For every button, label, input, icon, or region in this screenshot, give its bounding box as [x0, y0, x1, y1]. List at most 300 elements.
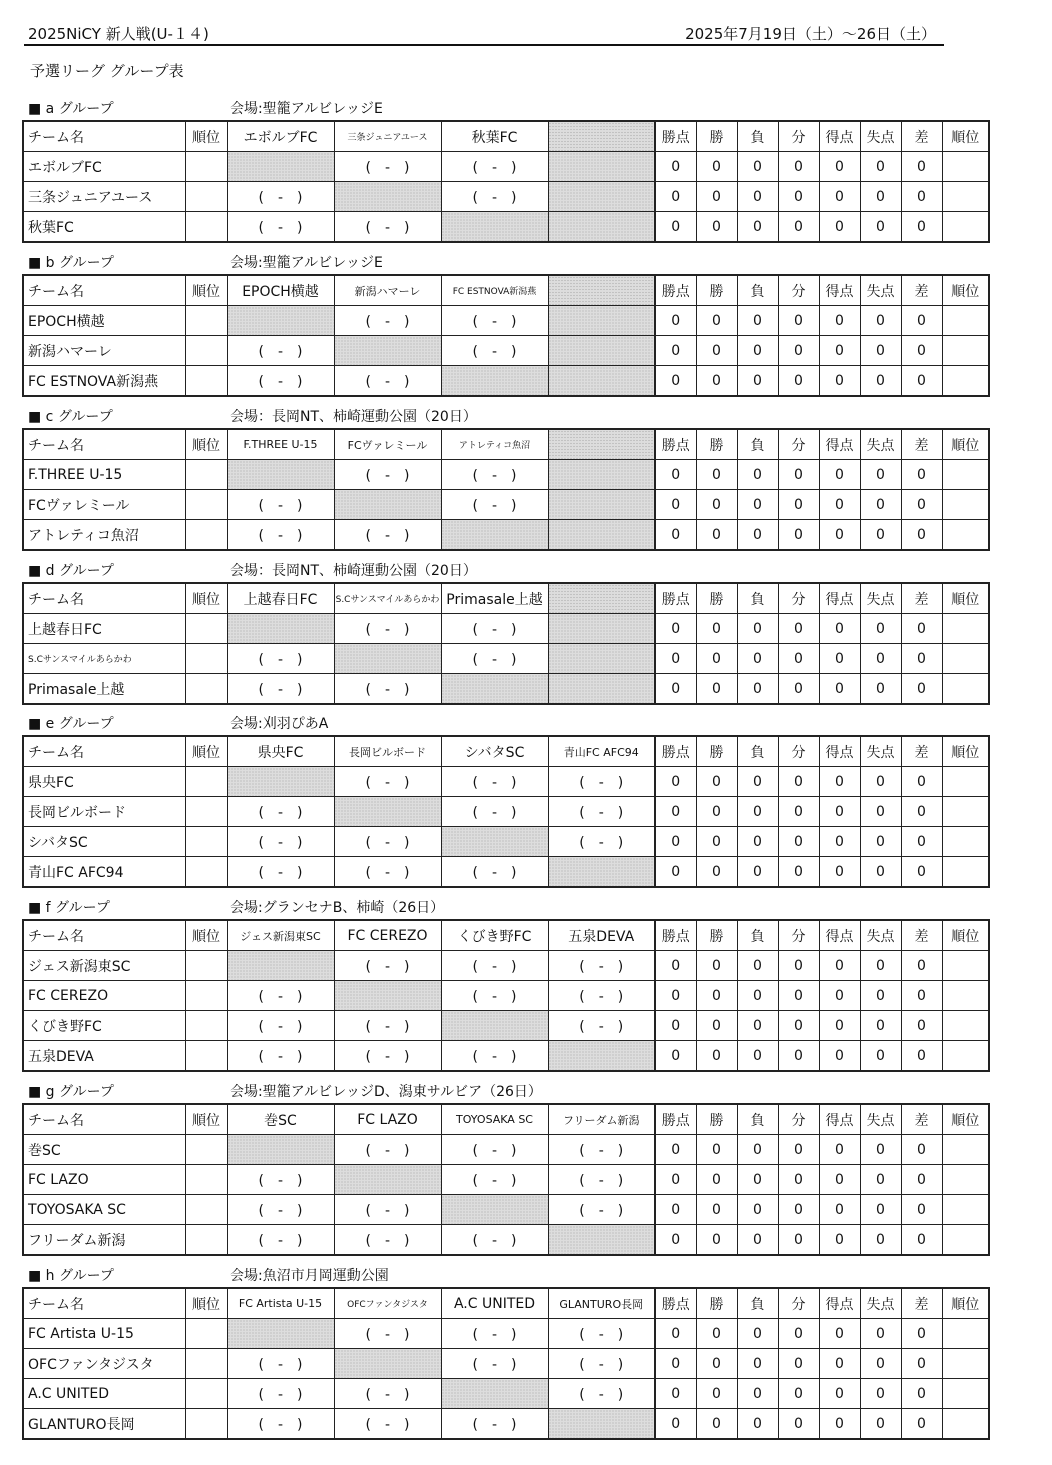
win-cell: 0 [696, 182, 737, 212]
opponent-header: S.Cサンスマイルあらかわ [334, 583, 441, 614]
match-score-cell[interactable]: ( - ) [441, 857, 548, 888]
team-name: F.THREE U-15 [23, 460, 185, 490]
draw-cell: 0 [778, 1195, 819, 1225]
final-rank-cell[interactable] [942, 520, 989, 551]
rank-cell[interactable] [185, 827, 227, 857]
match-score-cell[interactable]: ( - ) [548, 1319, 655, 1349]
match-score-cell[interactable]: ( - ) [227, 1225, 334, 1256]
match-score-cell[interactable]: ( - ) [227, 1409, 334, 1440]
opponent-header: 青山FC AFC94 [548, 736, 655, 767]
goals-for-cell: 0 [819, 1379, 860, 1409]
final-rank-cell[interactable] [942, 1135, 989, 1165]
match-score-cell[interactable]: ( - ) [548, 1011, 655, 1041]
match-score-cell[interactable]: ( - ) [548, 767, 655, 797]
team-name: 県央FC [23, 767, 185, 797]
rank-cell[interactable] [185, 366, 227, 397]
team-name: くびき野FC [23, 1011, 185, 1041]
match-score-cell[interactable]: ( - ) [441, 182, 548, 212]
loss-cell: 0 [737, 1409, 778, 1440]
goals-against-header: 失点 [860, 583, 901, 614]
match-score-cell[interactable]: ( - ) [548, 981, 655, 1011]
opponent-header: 巻SC [227, 1104, 334, 1135]
final-rank-cell[interactable] [942, 366, 989, 397]
final-rank-cell[interactable] [942, 614, 989, 644]
points-cell: 0 [655, 644, 696, 674]
match-score-cell[interactable]: ( - ) [334, 1225, 441, 1256]
blank-header-cell [548, 429, 655, 460]
blank-cell [334, 981, 441, 1011]
rank-cell[interactable] [185, 797, 227, 827]
blank-cell [334, 1349, 441, 1379]
goals-for-cell: 0 [819, 1011, 860, 1041]
final-rank-cell[interactable] [942, 827, 989, 857]
match-score-cell[interactable]: ( - ) [548, 1165, 655, 1195]
match-score-cell[interactable]: ( - ) [441, 981, 548, 1011]
rank-cell[interactable] [185, 767, 227, 797]
match-score-cell[interactable]: ( - ) [227, 827, 334, 857]
win-cell: 0 [696, 981, 737, 1011]
blank-cell [441, 520, 548, 551]
final-rank-cell[interactable] [942, 182, 989, 212]
loss-cell: 0 [737, 951, 778, 981]
opponent-header: エボルブFC [227, 121, 334, 152]
diff-cell: 0 [901, 674, 942, 705]
diff-cell: 0 [901, 1135, 942, 1165]
win-cell: 0 [696, 951, 737, 981]
goals-for-cell: 0 [819, 1349, 860, 1379]
match-score-cell[interactable]: ( - ) [334, 1195, 441, 1225]
match-score-cell[interactable]: ( - ) [227, 1165, 334, 1195]
match-score-cell[interactable]: ( - ) [227, 674, 334, 705]
final-rank-header: 順位 [942, 1104, 989, 1135]
match-score-cell[interactable]: ( - ) [441, 1165, 548, 1195]
draw-cell: 0 [778, 460, 819, 490]
win-header: 勝 [696, 920, 737, 951]
draw-cell: 0 [778, 614, 819, 644]
final-rank-cell[interactable] [942, 674, 989, 705]
win-header: 勝 [696, 121, 737, 152]
team-name: 巻SC [23, 1135, 185, 1165]
match-score-cell[interactable]: ( - ) [227, 644, 334, 674]
match-score-cell[interactable]: ( - ) [334, 857, 441, 888]
match-score-cell[interactable]: ( - ) [227, 366, 334, 397]
match-score-cell[interactable]: ( - ) [334, 1041, 441, 1072]
final-rank-cell[interactable] [942, 1319, 989, 1349]
match-score-cell[interactable]: ( - ) [227, 520, 334, 551]
points-cell: 0 [655, 827, 696, 857]
loss-cell: 0 [737, 1041, 778, 1072]
points-header: 勝点 [655, 121, 696, 152]
points-header: 勝点 [655, 1288, 696, 1319]
diff-cell: 0 [901, 1225, 942, 1256]
table-header-row [23, 1104, 989, 1135]
goals-for-cell: 0 [819, 614, 860, 644]
blank-cell [548, 460, 655, 490]
match-score-cell[interactable]: ( - ) [548, 827, 655, 857]
match-score-cell[interactable]: ( - ) [334, 1135, 441, 1165]
team-name: A.C UNITED [23, 1379, 185, 1409]
group-section [22, 560, 988, 705]
win-cell: 0 [696, 520, 737, 551]
draw-cell: 0 [778, 857, 819, 888]
loss-header: 負 [737, 275, 778, 306]
goals-for-cell: 0 [819, 827, 860, 857]
table-header-row [23, 429, 989, 460]
match-score-cell[interactable]: ( - ) [227, 1379, 334, 1409]
group-title-row [22, 98, 988, 120]
match-score-cell[interactable]: ( - ) [227, 981, 334, 1011]
goals-against-cell: 0 [860, 674, 901, 705]
match-score-cell[interactable]: ( - ) [334, 1409, 441, 1440]
match-score-cell[interactable]: ( - ) [227, 857, 334, 888]
points-cell: 0 [655, 1379, 696, 1409]
match-score-cell[interactable]: ( - ) [441, 336, 548, 366]
group-title-row [22, 1265, 988, 1287]
diff-cell: 0 [901, 857, 942, 888]
diff-header: 差 [901, 429, 942, 460]
match-score-cell[interactable]: ( - ) [334, 767, 441, 797]
rank-cell[interactable] [185, 306, 227, 336]
group-venue: 会場:グランセナB、柿崎（26日） [230, 900, 445, 916]
final-rank-cell[interactable] [942, 951, 989, 981]
match-score-cell[interactable]: ( - ) [227, 1041, 334, 1072]
win-cell: 0 [696, 306, 737, 336]
match-score-cell[interactable]: ( - ) [227, 490, 334, 520]
rank-cell[interactable] [185, 951, 227, 981]
rank-header: 順位 [185, 275, 227, 306]
win-cell: 0 [696, 490, 737, 520]
match-score-cell[interactable]: ( - ) [441, 152, 548, 182]
final-rank-header: 順位 [942, 736, 989, 767]
goals-for-cell: 0 [819, 1225, 860, 1256]
diff-cell: 0 [901, 212, 942, 243]
draw-cell: 0 [778, 520, 819, 551]
opponent-header: アトレティコ魚沼 [441, 429, 548, 460]
points-cell: 0 [655, 520, 696, 551]
match-score-cell[interactable]: ( - ) [334, 1379, 441, 1409]
match-score-cell[interactable]: ( - ) [548, 1135, 655, 1165]
final-rank-cell[interactable] [942, 1165, 989, 1195]
rank-cell[interactable] [185, 520, 227, 551]
final-rank-cell[interactable] [942, 1379, 989, 1409]
win-cell: 0 [696, 767, 737, 797]
goals-for-header: 得点 [819, 1288, 860, 1319]
loss-cell: 0 [737, 767, 778, 797]
draw-cell: 0 [778, 1135, 819, 1165]
match-score-cell[interactable]: ( - ) [334, 674, 441, 705]
match-score-cell[interactable]: ( - ) [227, 1195, 334, 1225]
blank-cell [548, 336, 655, 366]
final-rank-cell[interactable] [942, 212, 989, 243]
rank-cell[interactable] [185, 981, 227, 1011]
team-name-header: チーム名 [23, 920, 185, 951]
opponent-header: フリーダム新潟 [548, 1104, 655, 1135]
team-name: 青山FC AFC94 [23, 857, 185, 888]
goals-for-cell: 0 [819, 520, 860, 551]
blank-cell [548, 1225, 655, 1256]
goals-for-header: 得点 [819, 275, 860, 306]
rank-cell[interactable] [185, 614, 227, 644]
blank-cell [441, 366, 548, 397]
match-score-cell[interactable]: ( - ) [441, 951, 548, 981]
goals-against-cell: 0 [860, 520, 901, 551]
match-score-cell[interactable]: ( - ) [334, 951, 441, 981]
blank-cell [227, 767, 334, 797]
points-cell: 0 [655, 1135, 696, 1165]
goals-against-cell: 0 [860, 1319, 901, 1349]
table-row [23, 951, 989, 981]
team-name: FC ESTNOVA新潟燕 [23, 366, 185, 397]
match-score-cell[interactable]: ( - ) [441, 767, 548, 797]
blank-cell [548, 644, 655, 674]
team-name: 五泉DEVA [23, 1041, 185, 1072]
match-score-cell[interactable]: ( - ) [441, 797, 548, 827]
match-score-cell[interactable]: ( - ) [334, 1319, 441, 1349]
match-score-cell[interactable]: ( - ) [227, 1349, 334, 1379]
win-cell: 0 [696, 1379, 737, 1409]
goals-against-cell: 0 [860, 981, 901, 1011]
blank-cell [227, 460, 334, 490]
match-score-cell[interactable]: ( - ) [227, 212, 334, 243]
goals-for-cell: 0 [819, 336, 860, 366]
table-row [23, 336, 989, 366]
match-score-cell[interactable]: ( - ) [441, 1319, 548, 1349]
match-score-cell[interactable]: ( - ) [548, 1195, 655, 1225]
match-score-cell[interactable]: ( - ) [334, 212, 441, 243]
rank-cell[interactable] [185, 1041, 227, 1072]
match-score-cell[interactable]: ( - ) [548, 951, 655, 981]
match-score-cell[interactable]: ( - ) [334, 152, 441, 182]
goals-for-cell: 0 [819, 1409, 860, 1440]
group-venue: 会場:刈羽ぴあA [230, 716, 329, 732]
draw-cell: 0 [778, 1225, 819, 1256]
final-rank-cell[interactable] [942, 306, 989, 336]
goals-against-header: 失点 [860, 920, 901, 951]
rank-cell[interactable] [185, 674, 227, 705]
final-rank-cell[interactable] [942, 1409, 989, 1440]
loss-cell: 0 [737, 674, 778, 705]
diff-cell: 0 [901, 1041, 942, 1072]
rank-cell[interactable] [185, 1379, 227, 1409]
match-score-cell[interactable]: ( - ) [227, 182, 334, 212]
table-header-row [23, 121, 989, 152]
rank-cell[interactable] [185, 1195, 227, 1225]
table-row [23, 797, 989, 827]
win-header: 勝 [696, 275, 737, 306]
goals-against-cell: 0 [860, 1135, 901, 1165]
goals-against-cell: 0 [860, 1011, 901, 1041]
rank-cell[interactable] [185, 1135, 227, 1165]
blank-cell [441, 1379, 548, 1409]
rank-cell[interactable] [185, 644, 227, 674]
match-score-cell[interactable]: ( - ) [548, 1379, 655, 1409]
opponent-header: 上越春日FC [227, 583, 334, 614]
loss-cell: 0 [737, 644, 778, 674]
diff-header: 差 [901, 736, 942, 767]
match-score-cell[interactable]: ( - ) [334, 1011, 441, 1041]
match-score-cell[interactable]: ( - ) [441, 614, 548, 644]
final-rank-cell[interactable] [942, 767, 989, 797]
team-name: 秋葉FC [23, 212, 185, 243]
rank-cell[interactable] [185, 182, 227, 212]
team-name: 三条ジュニアユース [23, 182, 185, 212]
loss-cell: 0 [737, 152, 778, 182]
match-score-cell[interactable]: ( - ) [334, 460, 441, 490]
blank-cell [548, 1041, 655, 1072]
win-cell: 0 [696, 614, 737, 644]
loss-cell: 0 [737, 797, 778, 827]
diff-cell: 0 [901, 1379, 942, 1409]
goals-for-header: 得点 [819, 583, 860, 614]
opponent-header: シバタSC [441, 736, 548, 767]
loss-cell: 0 [737, 1011, 778, 1041]
table-row [23, 767, 989, 797]
win-cell: 0 [696, 1225, 737, 1256]
goals-against-cell: 0 [860, 1225, 901, 1256]
rank-cell[interactable] [185, 1165, 227, 1195]
loss-cell: 0 [737, 520, 778, 551]
rank-cell[interactable] [185, 490, 227, 520]
rank-cell[interactable] [185, 857, 227, 888]
points-cell: 0 [655, 460, 696, 490]
goals-against-cell: 0 [860, 460, 901, 490]
win-cell: 0 [696, 797, 737, 827]
rank-cell[interactable] [185, 1225, 227, 1256]
match-score-cell[interactable]: ( - ) [334, 827, 441, 857]
win-header: 勝 [696, 429, 737, 460]
opponent-header: FCヴァレミール [334, 429, 441, 460]
rank-cell[interactable] [185, 460, 227, 490]
opponent-header: F.THREE U-15 [227, 429, 334, 460]
match-score-cell[interactable]: ( - ) [334, 306, 441, 336]
match-score-cell[interactable]: ( - ) [441, 1349, 548, 1379]
table-header-row [23, 275, 989, 306]
points-cell: 0 [655, 857, 696, 888]
group-venue: 会場:聖籠アルビレッジE [230, 255, 383, 271]
rank-cell[interactable] [185, 1011, 227, 1041]
blank-cell [548, 306, 655, 336]
draw-cell: 0 [778, 152, 819, 182]
match-score-cell[interactable]: ( - ) [334, 614, 441, 644]
points-header: 勝点 [655, 920, 696, 951]
team-name-header: チーム名 [23, 1104, 185, 1135]
table-row [23, 460, 989, 490]
opponent-header: 三条ジュニアユース [334, 121, 441, 152]
match-score-cell[interactable]: ( - ) [441, 644, 548, 674]
rank-cell[interactable] [185, 1349, 227, 1379]
table-row [23, 490, 989, 520]
blank-cell [227, 951, 334, 981]
goals-for-cell: 0 [819, 366, 860, 397]
final-rank-cell[interactable] [942, 797, 989, 827]
final-rank-cell[interactable] [942, 336, 989, 366]
final-rank-cell[interactable] [942, 1195, 989, 1225]
match-score-cell[interactable]: ( - ) [441, 1135, 548, 1165]
final-rank-cell[interactable] [942, 1011, 989, 1041]
goals-against-cell: 0 [860, 182, 901, 212]
match-score-cell[interactable]: ( - ) [334, 366, 441, 397]
goals-for-header: 得点 [819, 1104, 860, 1135]
team-name: FC Artista U-15 [23, 1319, 185, 1349]
team-name: OFCファンタジスタ [23, 1349, 185, 1379]
points-cell: 0 [655, 182, 696, 212]
blank-cell [334, 490, 441, 520]
loss-header: 負 [737, 736, 778, 767]
rank-cell[interactable] [185, 1319, 227, 1349]
rank-cell[interactable] [185, 212, 227, 243]
match-score-cell[interactable]: ( - ) [441, 490, 548, 520]
final-rank-cell[interactable] [942, 152, 989, 182]
final-rank-cell[interactable] [942, 490, 989, 520]
blank-cell [441, 1195, 548, 1225]
goals-for-cell: 0 [819, 644, 860, 674]
final-rank-cell[interactable] [942, 460, 989, 490]
table-row [23, 1349, 989, 1379]
blank-header-cell [548, 275, 655, 306]
final-rank-cell[interactable] [942, 981, 989, 1011]
blank-cell [334, 797, 441, 827]
tournament-dates: 2025年7月19日（土）～26日（土） [685, 25, 936, 43]
match-score-cell[interactable]: ( - ) [441, 460, 548, 490]
group-title-row [22, 406, 988, 428]
loss-cell: 0 [737, 182, 778, 212]
blank-cell [548, 366, 655, 397]
match-score-cell[interactable]: ( - ) [548, 797, 655, 827]
final-rank-header: 順位 [942, 920, 989, 951]
match-score-cell[interactable]: ( - ) [227, 1011, 334, 1041]
final-rank-cell[interactable] [942, 644, 989, 674]
match-score-cell[interactable]: ( - ) [227, 336, 334, 366]
match-score-cell[interactable]: ( - ) [227, 797, 334, 827]
goals-for-header: 得点 [819, 121, 860, 152]
points-cell: 0 [655, 1041, 696, 1072]
win-cell: 0 [696, 1041, 737, 1072]
goals-against-cell: 0 [860, 614, 901, 644]
match-score-cell[interactable]: ( - ) [441, 306, 548, 336]
win-cell: 0 [696, 336, 737, 366]
group-title-row [22, 1081, 988, 1103]
draw-header: 分 [778, 121, 819, 152]
rank-header: 順位 [185, 429, 227, 460]
rank-cell[interactable] [185, 152, 227, 182]
rank-cell[interactable] [185, 336, 227, 366]
diff-cell: 0 [901, 981, 942, 1011]
loss-cell: 0 [737, 1319, 778, 1349]
blank-cell [441, 212, 548, 243]
final-rank-cell[interactable] [942, 857, 989, 888]
final-rank-cell[interactable] [942, 1225, 989, 1256]
match-score-cell[interactable]: ( - ) [441, 1225, 548, 1256]
points-header: 勝点 [655, 429, 696, 460]
table-row [23, 1379, 989, 1409]
final-rank-cell[interactable] [942, 1349, 989, 1379]
match-score-cell[interactable]: ( - ) [441, 1409, 548, 1440]
final-rank-cell[interactable] [942, 1041, 989, 1072]
group-title-row [22, 560, 988, 582]
loss-cell: 0 [737, 306, 778, 336]
team-name: FC CEREZO [23, 981, 185, 1011]
diff-cell: 0 [901, 951, 942, 981]
group-name: ■ f グループ [28, 900, 110, 916]
group-venue: 会場:聖籠アルビレッジD、潟東サルビア（26日） [230, 1084, 542, 1100]
points-cell: 0 [655, 767, 696, 797]
match-score-cell[interactable]: ( - ) [441, 1041, 548, 1072]
match-score-cell[interactable]: ( - ) [334, 520, 441, 551]
match-score-cell[interactable]: ( - ) [548, 1349, 655, 1379]
rank-cell[interactable] [185, 1409, 227, 1440]
diff-cell: 0 [901, 1349, 942, 1379]
draw-cell: 0 [778, 182, 819, 212]
